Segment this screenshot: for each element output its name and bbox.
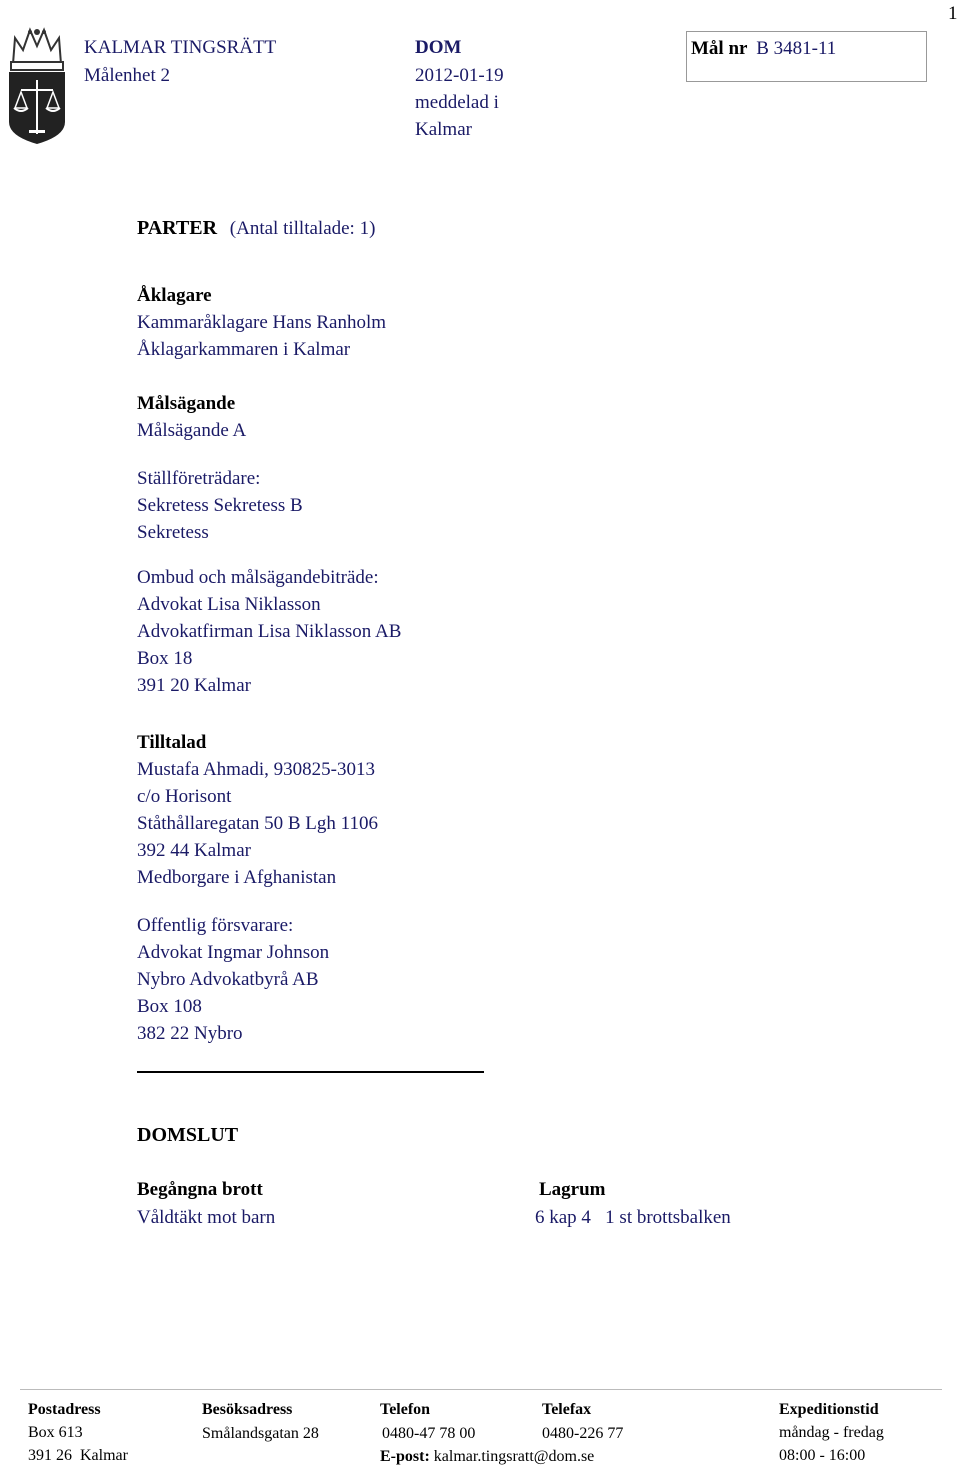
law-header: Lagrum — [539, 1179, 606, 1200]
footer-postal-line: 391 26 Kalmar — [28, 1447, 128, 1464]
footer-hours-time: 08:00 - 16:00 — [779, 1447, 866, 1464]
footer-hours — [779, 1398, 884, 1467]
court-unit: Målenhet 2 — [84, 65, 171, 86]
case-number-label: Mål nr — [691, 38, 748, 59]
footer-email-label: E-post: — [380, 1448, 430, 1465]
defendant-line: 392 44 Kalmar — [137, 840, 251, 861]
counsel-section — [137, 564, 401, 699]
prosecutor-section — [137, 282, 386, 363]
footer-divider — [20, 1389, 942, 1390]
parties-title: PARTER — [137, 217, 218, 239]
defender-line: Nybro Advokatbyrå AB — [137, 969, 319, 990]
defendant-line: Mustafa Ahmadi, 930825-3013 — [137, 759, 376, 780]
plaintiff-heading: Målsägande — [137, 393, 236, 414]
document-date: 2012-01-19 — [415, 65, 504, 86]
defender-line: Box 108 — [137, 996, 202, 1017]
plaintiff-section — [137, 390, 246, 444]
court-name: KALMAR TINGSRÄTT — [84, 37, 277, 58]
guardian-line: Sekretess Sekretess B — [137, 495, 303, 516]
defender-section — [137, 912, 329, 1047]
footer-email-value: kalmar.tingsratt@dom.se — [433, 1448, 595, 1465]
counsel-line: 391 20 Kalmar — [137, 675, 251, 696]
delivered-line-1: meddelad i — [415, 92, 499, 113]
footer-email — [380, 1445, 594, 1468]
plaintiff-line: Målsägande A — [137, 420, 247, 441]
footer-phone-value: 0480-47 78 00 — [382, 1425, 476, 1442]
guardian-label: Ställföreträdare: — [137, 468, 261, 489]
defendant-count: (Antal tilltalade: 1) — [229, 218, 376, 239]
footer-visit — [202, 1398, 319, 1445]
defendant-heading: Tilltalad — [137, 732, 207, 753]
court-emblem-icon — [3, 24, 71, 146]
case-number-value: B 3481-11 — [756, 38, 837, 59]
footer-visit-line: Smålandsgatan 28 — [202, 1425, 319, 1442]
footer-postal — [28, 1398, 128, 1467]
case-number — [691, 35, 836, 62]
defendant-line: c/o Horisont — [137, 786, 232, 807]
law-value: 6 kap 4 1 st brottsbalken — [535, 1207, 731, 1228]
delivered-line-2: Kalmar — [415, 119, 472, 140]
counsel-line: Box 18 — [137, 648, 193, 669]
defender-line: 382 22 Nybro — [137, 1023, 243, 1044]
defendant-line: Ståthållaregatan 50 B Lgh 1106 — [137, 813, 378, 834]
footer-hours-days: måndag - fredag — [779, 1424, 884, 1441]
defender-label: Offentlig försvarare: — [137, 915, 294, 936]
footer-phone-header: Telefon — [380, 1401, 431, 1418]
defendant-section — [137, 729, 378, 891]
footer-fax-value: 0480-226 77 — [542, 1425, 624, 1442]
footer-visit-header: Besöksadress — [202, 1401, 293, 1418]
footer-fax — [542, 1398, 623, 1445]
footer-postal-header: Postadress — [28, 1401, 101, 1418]
counsel-label: Ombud och målsägandebiträde: — [137, 567, 379, 588]
footer-fax-header: Telefax — [542, 1401, 592, 1418]
counsel-line: Advokat Lisa Niklasson — [137, 594, 321, 615]
parties-heading — [137, 215, 375, 242]
guardian-line: Sekretess — [137, 522, 209, 543]
section-divider — [137, 1071, 484, 1073]
prosecutor-line: Åklagarkammaren i Kalmar — [137, 339, 351, 360]
document-type: DOM — [415, 37, 462, 58]
defender-line: Advokat Ingmar Johnson — [137, 942, 330, 963]
page-number: 1 — [948, 3, 958, 24]
counsel-line: Advokatfirman Lisa Niklasson AB — [137, 621, 402, 642]
defendant-line: Medborgare i Afghanistan — [137, 867, 337, 888]
crime-header: Begångna brott — [137, 1179, 263, 1200]
crime-value: Våldtäkt mot barn — [137, 1207, 276, 1228]
guardian-section — [137, 465, 303, 546]
footer-hours-header: Expeditionstid — [779, 1401, 879, 1418]
prosecutor-line: Kammaråklagare Hans Ranholm — [137, 312, 387, 333]
verdict-title: DOMSLUT — [137, 1124, 239, 1146]
footer-postal-line: Box 613 — [28, 1424, 83, 1441]
prosecutor-heading: Åklagare — [137, 285, 212, 306]
